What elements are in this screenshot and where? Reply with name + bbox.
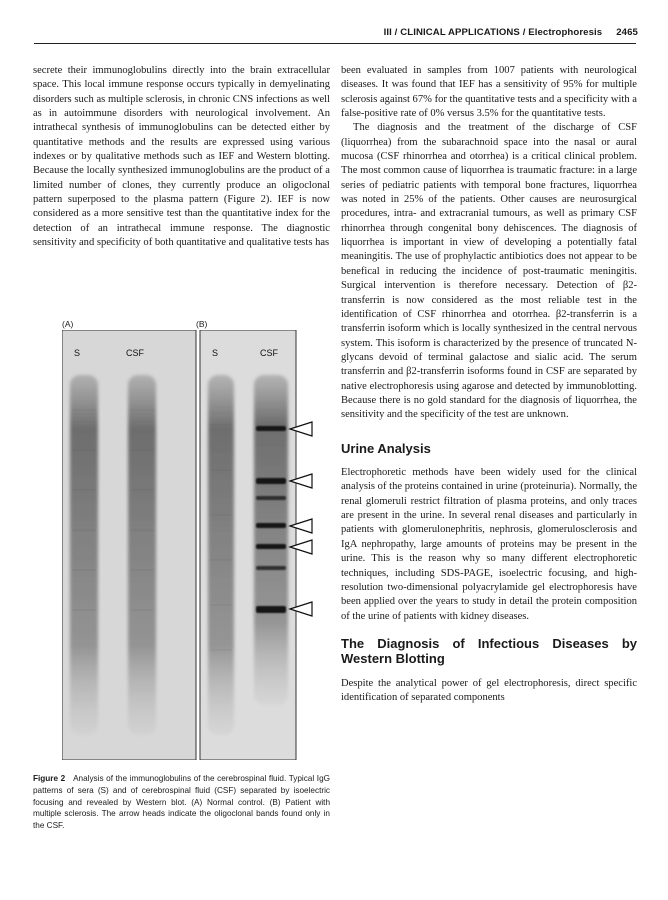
right-paragraph-1: been evaluated in samples from 1007 patients with neurological diseases. It was found that IEF has a sensitivity of 95% for multiple sclerosis against 67% for the quantitative tests and a specificity with a false-positive rate of 0% versus 3.5% for the quantitative tests. — [341, 65, 637, 120]
lane-b-serum — [208, 375, 234, 735]
figure-2-gel-image — [62, 330, 328, 760]
left-paragraph: secrete their immunoglobulins directly into the brain extracellular space. This local immune response occurs typically in demyelinating disorders such as multiple sclerosis, in chronic CNS infections as well as in autoimmune disorders with neurological involvement. An intrathecal synthesis of immunoglobulins can be detected either by quantitative methods and the results are expressed using various indexes or by qualitative methods such as IEF and Western blotting. Because the locally synthesized immunoglobulins are the product of a limited number of clones, they currently produce an oligoclonal pattern superposed to the plasma pattern (Figure 2). IEF is now considered as a more sensitive test than the quantitative index for the detection of an intrathecal immune response. The diagnostic sensitivity and specificity of both quantitative and qualitative tests has — [33, 65, 330, 249]
running-header — [384, 27, 638, 38]
figure-caption — [33, 773, 330, 832]
oligoclonal-band — [256, 606, 286, 613]
oligoclonal-band — [256, 478, 286, 484]
running-title: III / CLINICAL APPLICATIONS / Electrophoresis — [383, 27, 603, 38]
urine-analysis-heading: Urine Analysis — [341, 440, 431, 456]
left-column — [33, 64, 330, 250]
lane-label-s-a: S — [74, 348, 81, 358]
header-rule — [34, 43, 636, 44]
caption-text: Analysis of the immunoglobulins of the cerebrospinal fluid. Typical IgG patterns of sera (S) and of cerebrospinal fluid (CSF) separated by isoelectric focusing and revealed by Western blot. (A) Normal control. (B) Patient with multiple sclerosis. The arrow heads indicate the oligoclonal bands found only in the CSF. — [33, 774, 330, 831]
caption-label: Figure 2 — [33, 774, 66, 783]
oligoclonal-band — [256, 566, 286, 570]
lane-a-serum — [70, 375, 98, 735]
urine-analysis-paragraph: Electrophoretic methods have been widely used for the clinical analysis of the proteins contained in urine (proteinuria). Normally, the renal glomeruli restrict filtration of plasma proteins, and only traces are present in the urine. In several renal diseases and particularly in patients with glomerulonephritis, nephrosis, glomerulosclerosis and IgA nephropathy, large amounts of proteins may be present in the urine. This is the reason why so many different electrophoretic techniques, including SDS-PAGE, isoelectric focusing, and high-resolution two-dimensional polyacrylamide gel electrophoresis have been applied over the years to study in detail the protein composition of the urine of patients with kidney diseases. — [341, 467, 637, 622]
oligoclonal-band — [256, 544, 286, 549]
panel-a-label: (A) — [62, 319, 74, 329]
oligoclonal-band — [256, 426, 286, 431]
right-paragraph-liquorrhea: The diagnosis and the treatment of the discharge of CSF (liquorrhea) from the subarachnoid space into the nasal or aural mucosa (CSF rhinorrhea and otorrhea) is a critical clinical problem. The most common cause of liquorrhea is traumatic fracture: in a large series of pediatric patients with temporal bone fractures, liquorrhea was noted in 25% of the patients. Other causes are neurosurgical procedures, intra- and extracranial tumours, as well as primary CSF rhinorrhea through congenital bony dehiscences. The diagnosis of liquorrhea is important in view of developing a potentially fatal meaningitis. The use of prophylactic antibiotics does not appear to be benefical in reducing the incidence of post-traumatic meningitis. Surgical intervention is therefore necessary. Detection of β2-transferrin is now considered as the most reliable test in the identification of CSF rhinorrhea and otorrhea. β2-transferrin is a transferrin isoform which is locally synthesized in the central nervous system. This isoform is characterized by the presence of truncated N-glycans devoid of terminal galactose and sialic acid. The serum transferrin and β2-transferrin isoforms found in CSF are separated by native electrophoresis using agarose and detected by immunoblotting. Because there is no gold standard for the diagnosis of liquorrhea, the sensitivity and the specificity of the test are unknown. — [341, 122, 637, 421]
panel-b-label: (B) — [196, 319, 208, 329]
lane-label-csf-a: CSF — [126, 348, 144, 358]
oligoclonal-band — [256, 523, 286, 528]
oligoclonal-band — [256, 496, 286, 500]
infectious-diseases-heading: The Diagnosis of Infectious Diseases by Western Blotting — [341, 635, 637, 667]
right-column — [341, 64, 637, 706]
page-number: 2465 — [616, 27, 638, 38]
lane-b-csf — [254, 375, 288, 705]
lane-label-s-b: S — [212, 348, 219, 358]
infectious-diseases-paragraph: Despite the analytical power of gel electrophoresis, direct specific identification of separated components — [341, 677, 637, 704]
lane-a-csf — [128, 375, 156, 735]
lane-label-csf-b: CSF — [260, 348, 278, 358]
